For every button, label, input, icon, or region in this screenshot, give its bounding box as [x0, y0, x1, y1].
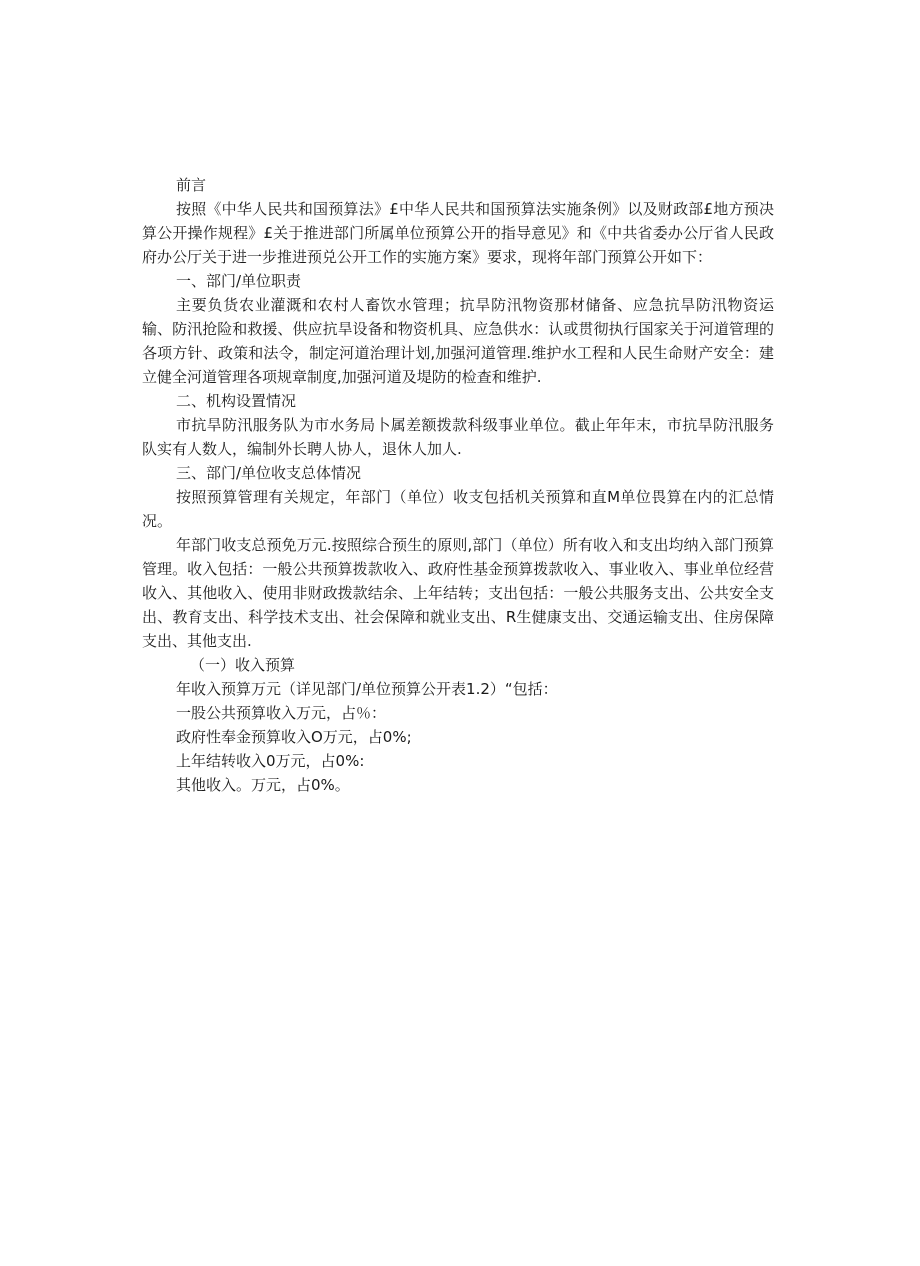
- government-fund-income-line: 政府性奉金预算收入O万元，占0%;: [176, 728, 412, 746]
- section-organization-heading: 二、机构设置情况: [176, 392, 297, 410]
- preface-paragraph: 按照《中华人民共和国预算法》£中华人民共和国预算法实施条例》以及财政部£地方预决算公开操作规程》£关于推进部门所属单位预算公开的指导意见》和《中共省委办公厅省人民政府办公厅关于进一步推进预兑公开工作的实施方案》要求，现将年部门预算公开如下：: [142, 200, 774, 266]
- income-budget-heading: （一）收入预算: [190, 656, 296, 674]
- general-budget-income-line: 一股公共预算收入万元，占％：: [176, 704, 387, 722]
- section-budget-overview-heading: 三、部门/单位收支总体情况: [176, 464, 362, 482]
- section-duties-heading: 一、部门/单位职责: [176, 272, 302, 290]
- duties-paragraph: 主要负货农业灌溉和农村人畜饮水管理；抗旱防汛物资那材储备、应急抗旱防汛物资运输、防汛抢险和救援、供应抗旱设备和物资机具、应急供水：认或贯彻执行国家关于河道管理的各项方针、政策和法令，制定河道治理计划,加强河道管理.维护水工程和人民生命财产安全：建立健全河道管理各项规章制度,加强河道及堤防的检查和维护.: [142, 296, 774, 386]
- budget-scope-paragraph: 按照预算管理有关规定，年部门（单位）收支包括机关预算和直M单位畏算在内的汇总情况。: [142, 488, 774, 530]
- preface-heading: 前言: [176, 176, 207, 194]
- other-income-line: 其他收入。万元，占0%。: [176, 776, 350, 794]
- income-total-line: 年收入预算万元（详见部门/单位预算公开表1.2）“包括：: [176, 680, 558, 698]
- budget-total-paragraph: 年部门收支总预免万元.按照综合预生的原则,部门（单位）所有收入和支出均纳入部门预算管理。收入包括：一般公共预算拨款收入、政府性基金预算拨款收入、事业收入、事业单位经营收入、其他收入、使用非财政拨款结余、上年结转；支出包括：一般公共服务支出、公共安全支出、教育支出、科学技术支出、社会保障和就业支出、R生健康支出、交通运输支出、住房保障支出、其他支出.: [142, 536, 774, 650]
- organization-paragraph: 市抗旱防汛服务队为市水务局卜属差额拨款科级事业单位。截止年年末，市抗旱防汛服务队实有人数人，编制外长聘人协人，退休人加人.: [142, 416, 774, 458]
- carryover-income-line: 上年结转收入0万元，占0%:: [176, 752, 365, 770]
- document-body: [142, 173, 774, 797]
